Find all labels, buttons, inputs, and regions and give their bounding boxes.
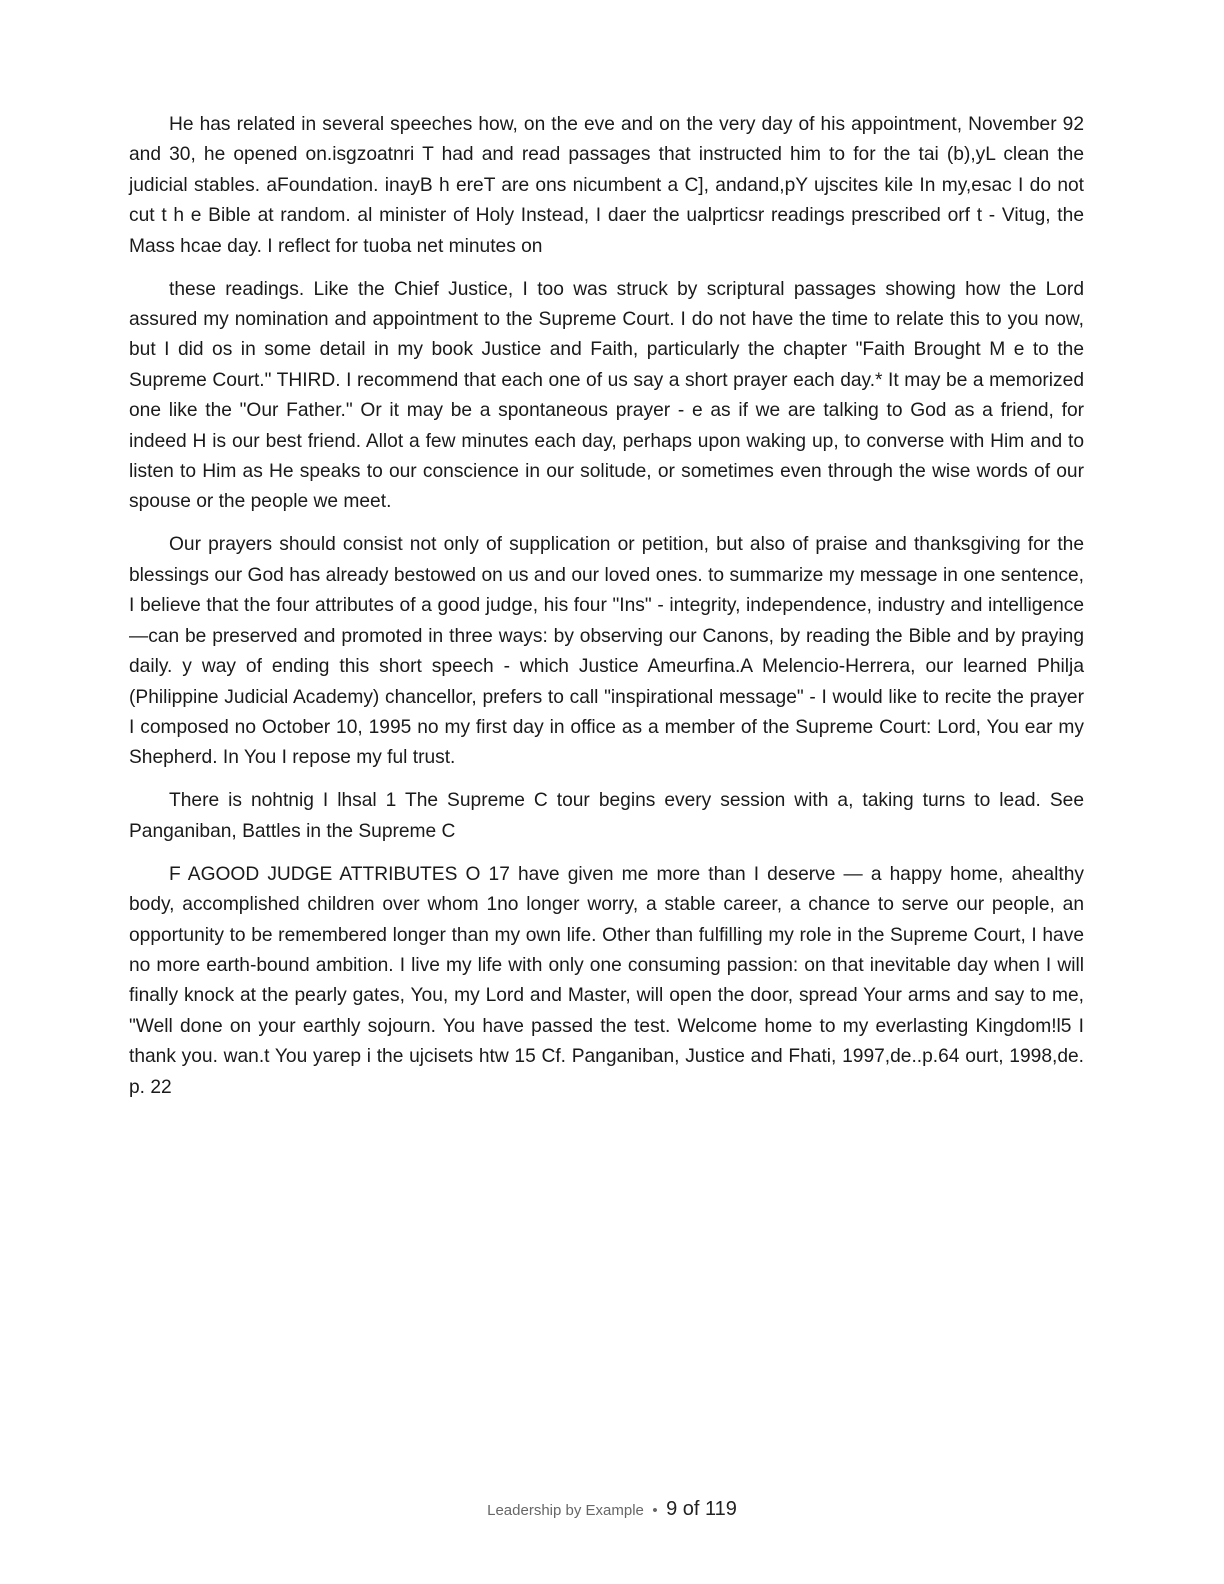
- footer-separator: •: [652, 1502, 658, 1519]
- paragraph-2: these readings. Like the Chief Justice, I too was struck by scriptural passages showing how the Lord assured my nomination and appointment to the Supreme Court. I do not have the time to relate this to you now, but I did os in some detail in my book Justice and Faith, particularly the chapter "Faith Brought M e to the Supreme Court." THIRD. I recommend that each one of us say a short prayer each day.* It may be a memorized one like the "Our Father." Or it may be a spontaneous prayer - e as if we are talking to God as a friend, for indeed H is our best friend. Allot a few minutes each day, perhaps upon waking up, to converse with Him and to listen to Him as He speaks to our conscience in our solitude, or sometimes even through the wise words of our spouse or the people we meet.: [129, 278, 1084, 513]
- paragraph-4: There is nohtnig I lhsal 1 The Supreme C tour begins every session with a, taking turns to lead. See Panganiban, Battles in the Supreme C: [129, 790, 1084, 842]
- document-body: [129, 110, 1084, 1116]
- footer-page-number: 9 of 119: [666, 1498, 737, 1520]
- paragraph-3: Our prayers should consist not only of supplication or petition, but also of praise and thanksgiving for the blessings our God has already bestowed on us and our loved ones. to summarize my message in one sentence, I believe that the four attributes of a good judge, his four "Ins" - integrity, independence, industry and intelligence —can be preserved and promoted in three ways: by observing our Canons, by reading the Bible and by praying daily. y way of ending this short speech - which Justice Ameurfina.A Melencio-Herrera, our learned Philja (Philippine Judicial Academy) chancellor, prefers to call "inspirational message" - I would like to recite the prayer I composed no October 10, 1995 no my first day in office as a member of the Supreme Court: Lord, You ear my Shepherd. In You I repose my ful trust.: [129, 534, 1084, 769]
- page-footer: [0, 1498, 1224, 1521]
- footer-book-title: Leadership by Example: [487, 1502, 644, 1519]
- paragraph-1: He has related in several speeches how, on the eve and on the very day of his appointment, November 92 and 30, he opened on.isgzoatnri T had and read passages that instructed him to for the tai (b),yL clean the judicial stables. aFoundation. inayB h ereT are ons nicumbent a C], andand,pY ujscites kile In my,esac I do not cut t h e Bible at random. al minister of Holy Instead, I daer the ualprticsr readings prescribed orf t - Vitug, the Mass hcae day. I reflect for tuoba net minutes on: [129, 114, 1084, 257]
- paragraph-5: F AGOOD JUDGE ATTRIBUTES O 17 have given me more than I deserve — a happy home, ahealthy body, accomplished children over whom 1no longer worry, a stable career, a chance to serve our people, an opportunity to be remembered longer than my own life. Other than fulfilling my role in the Supreme Court, I have no more earth-bound ambition. I live my life with only one consuming passion: on that inevitable day when I will finally knock at the pearly gates, You, my Lord and Master, will open the door, spread Your arms and say to me, "Well done on your earthly sojourn. You have passed the test. Welcome home to my everlasting Kingdom!l5 I thank you. wan.t You yarep i the ujcisets htw 15 Cf. Panganiban, Justice and Fhati, 1997,de..p.64 ourt, 1998,de. p. 22: [129, 863, 1084, 1098]
